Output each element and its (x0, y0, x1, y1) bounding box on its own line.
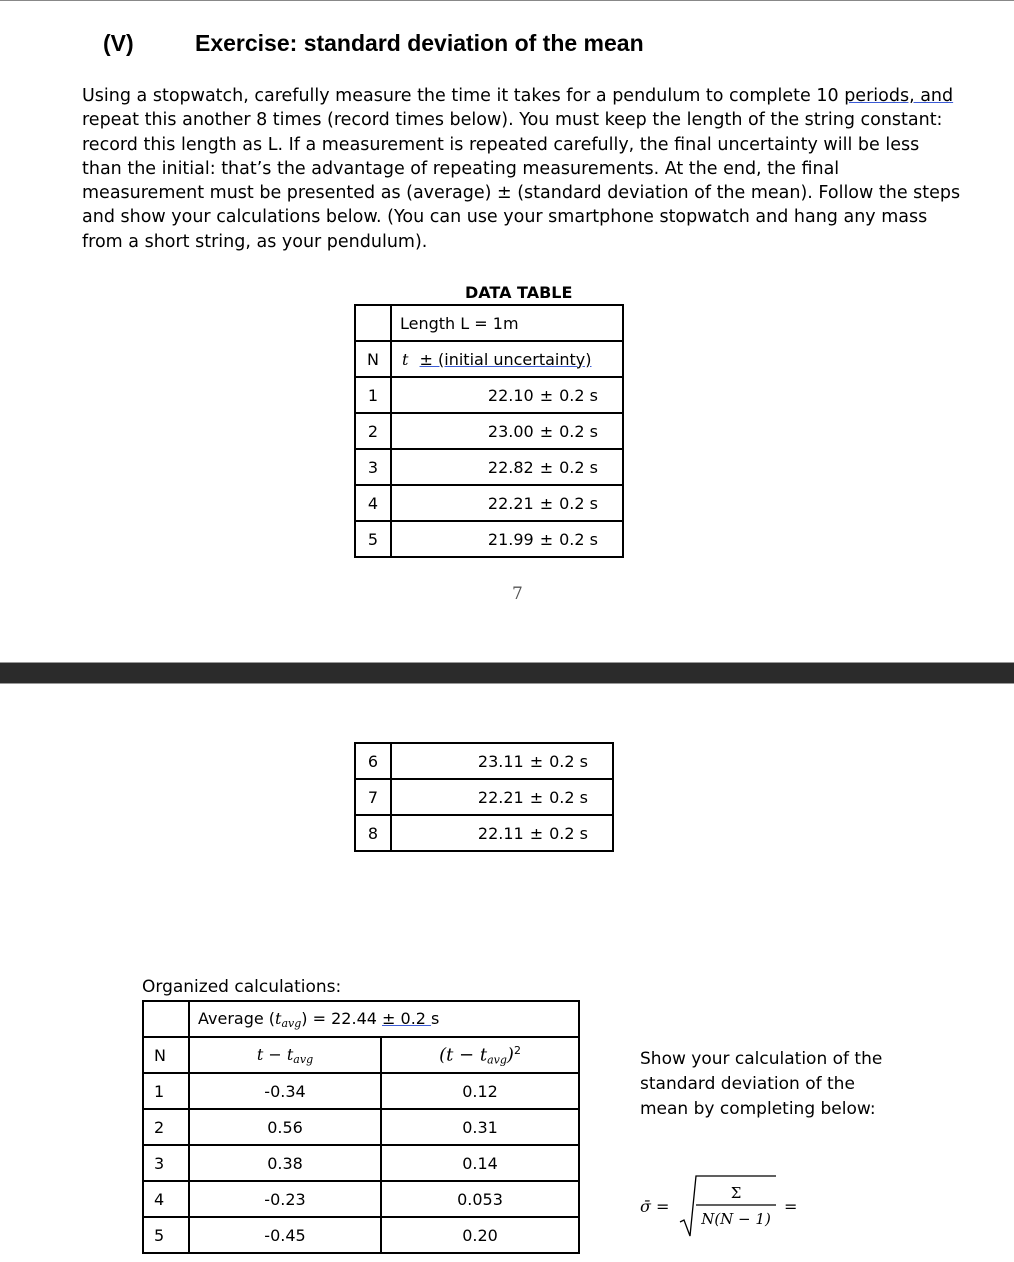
time-value: 22.21 (477, 787, 524, 807)
uncertainty: 0.2 s (559, 421, 598, 441)
col-t-rest: ± (initial uncertainty) (419, 349, 592, 369)
paragraph-line: and show your calculations below. (You can use your smartphone stopwatch and hang any mass (82, 207, 928, 228)
diff-cell: 0.56 (189, 1109, 381, 1145)
calculations-table (142, 1000, 580, 1254)
row-n: 2 (355, 413, 391, 449)
paragraph-line: record this length as L. If a measurement is repeated carefully, the final uncertainty will be less (82, 134, 920, 155)
time-value: 23.11 (477, 751, 524, 771)
sq-cell: 0.053 (381, 1181, 579, 1217)
table-header-row (355, 341, 623, 377)
row-n: 8 (355, 815, 391, 851)
std-dev-formula (640, 1172, 810, 1242)
data-table-title: DATA TABLE (465, 283, 573, 302)
table-row: 8 22.11 ± 0.2 s (355, 815, 613, 851)
data-table-continued (354, 742, 614, 852)
table-row: 4 -0.23 0.053 (143, 1181, 579, 1217)
uncertainty: 0.2 s (549, 751, 588, 771)
table-row: 6 23.11 ± 0.2 s (355, 743, 613, 779)
section-title: Exercise: standard deviation of the mean (195, 30, 644, 56)
data-table (354, 304, 624, 558)
time-value: 21.99 (487, 529, 534, 549)
formula-lhs: σ̄ = (640, 1197, 670, 1216)
table-row: 5 21.99 ± 0.2 s (355, 521, 623, 557)
table-row: 5 -0.45 0.20 (143, 1217, 579, 1253)
uncertainty: 0.2 s (559, 385, 598, 405)
organized-calculations-label: Organized calculations: (142, 977, 342, 997)
row-n: 1 (355, 377, 391, 413)
sq-cell: 0.31 (381, 1109, 579, 1145)
diff-cell: -0.23 (189, 1181, 381, 1217)
sq-cell: 0.20 (381, 1217, 579, 1253)
diff-cell: -0.34 (189, 1073, 381, 1109)
diff-cell: 0.38 (189, 1145, 381, 1181)
average-row (143, 1001, 579, 1037)
table-row: 2 0.56 0.31 (143, 1109, 579, 1145)
row-n: 6 (355, 743, 391, 779)
sq-cell: 0.12 (381, 1073, 579, 1109)
table-row: 2 23.00 ± 0.2 s (355, 413, 623, 449)
paragraph-line: Using a stopwatch, carefully measure the time it takes for a pendulum to complete 10 periods, and (82, 86, 954, 106)
uncertainty: 0.2 s (559, 529, 598, 549)
top-rule (0, 0, 1014, 1)
average-uncertainty: ± 0.2 (382, 1008, 432, 1028)
instructions-paragraph (82, 84, 961, 254)
page-number: 7 (512, 584, 523, 604)
table-header-row (143, 1037, 579, 1073)
table-row: 3 0.38 0.14 (143, 1145, 579, 1181)
paragraph-line: repeat this another 8 times (record times below). You must keep the length of the string constant: (82, 110, 943, 131)
col-n-header: N (355, 341, 391, 377)
page-break-separator (0, 662, 1014, 684)
paragraph-line: measurement must be presented as (average) ± (standard deviation of the mean). Follow the steps (82, 183, 961, 204)
col-n-header: N (143, 1037, 189, 1073)
table-row: 4 22.21 ± 0.2 s (355, 485, 623, 521)
table-row: 1 22.10 ± 0.2 s (355, 377, 623, 413)
formula-numerator: Σ (730, 1184, 742, 1202)
paragraph-line: from a short string, as your pendulum). (82, 231, 428, 252)
length-label: Length L = 1m (391, 305, 623, 341)
time-value: 22.11 (477, 823, 524, 843)
row-n: 5 (355, 521, 391, 557)
col-diff-header: $t - t_{avg}$ (189, 1037, 381, 1073)
formula-equals: = (784, 1197, 798, 1216)
col-t-var: t (402, 349, 409, 369)
table-row (355, 305, 623, 341)
uncertainty: 0.2 s (559, 457, 598, 477)
row-n: 7 (355, 779, 391, 815)
table-row: 1 -0.34 0.12 (143, 1073, 579, 1109)
uncertainty: 0.2 s (549, 823, 588, 843)
underlined-phrase: periods, and (844, 86, 954, 106)
std-dev-instructions: Show your calculation of the standard deviation of the mean by completing below: (640, 1049, 883, 1119)
paragraph-line: than the initial: that’s the advantage of repeating measurements. At the end, the final (82, 158, 840, 179)
row-n: 3 (355, 449, 391, 485)
uncertainty: 0.2 s (549, 787, 588, 807)
time-value: 22.82 (487, 457, 534, 477)
row-n: 4 (355, 485, 391, 521)
average-cell: Average $(t_{avg}) = 22.44 \pm 0.2$ s (189, 1001, 579, 1037)
diff-cell: -0.45 (189, 1217, 381, 1253)
time-value: 22.10 (487, 385, 534, 405)
formula-denominator: N(N − 1) (701, 1210, 771, 1228)
section-number: (V) (103, 30, 134, 56)
sq-cell: 0.14 (381, 1145, 579, 1181)
col-sq-header: $(t - t_{avg})^2$ (381, 1037, 579, 1073)
table-row: 7 22.21 ± 0.2 s (355, 779, 613, 815)
uncertainty: 0.2 s (559, 493, 598, 513)
time-value: 22.21 (487, 493, 534, 513)
table-row: 3 22.82 ± 0.2 s (355, 449, 623, 485)
time-value: 23.00 (487, 421, 534, 441)
